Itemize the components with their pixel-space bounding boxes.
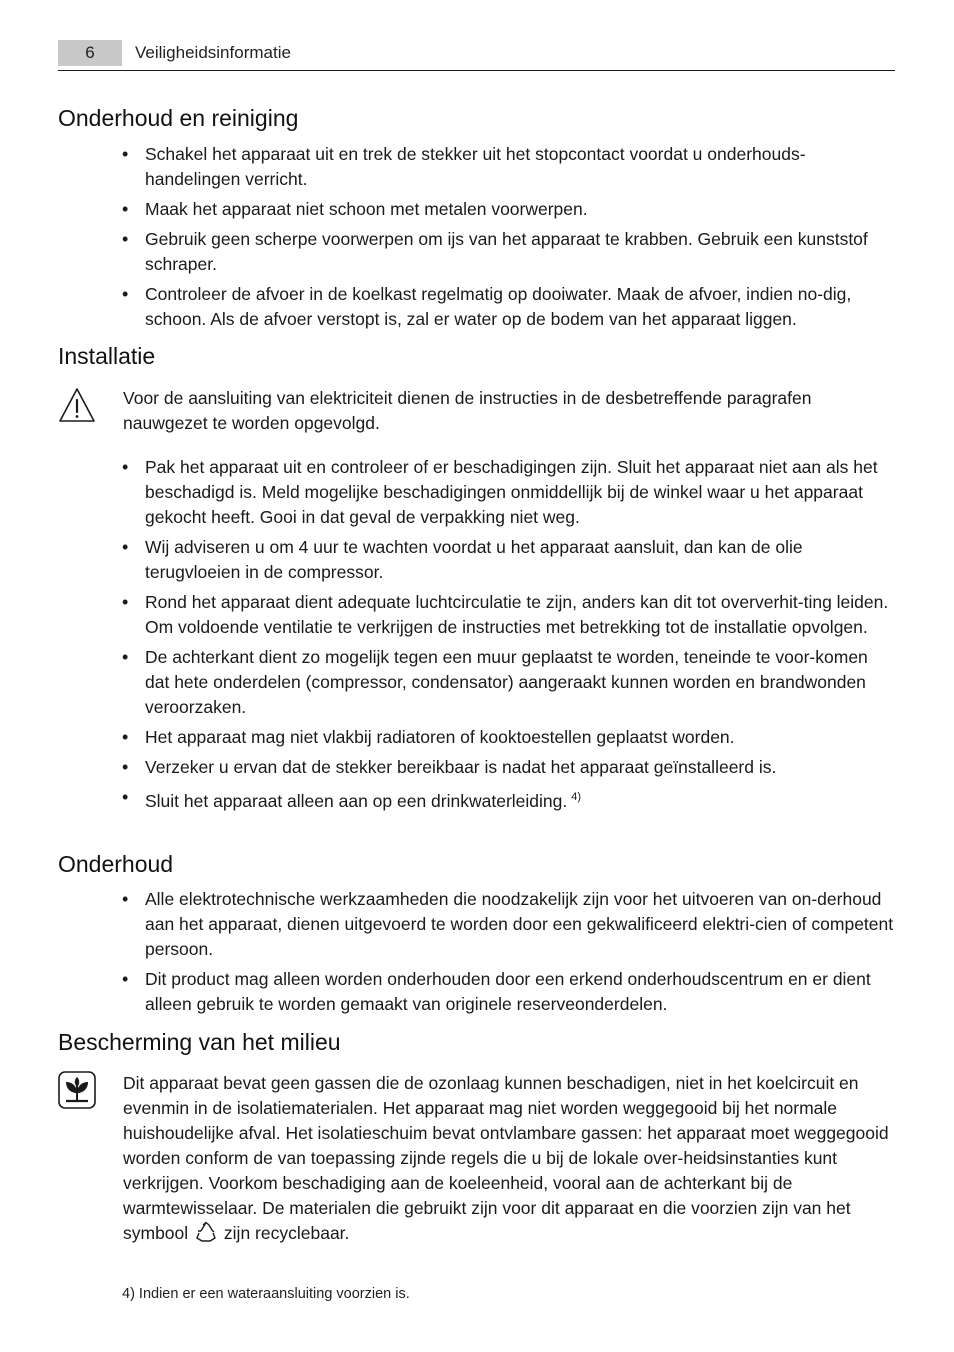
section-label: Veiligheidsinformatie bbox=[135, 43, 291, 62]
list-item bbox=[58, 455, 895, 530]
list-item bbox=[58, 282, 895, 332]
list-installation bbox=[58, 455, 895, 819]
list-item bbox=[58, 755, 895, 780]
bullet-icon: • bbox=[122, 969, 129, 989]
heading-maintenance: Onderhoud bbox=[58, 851, 174, 877]
page-number: 6 bbox=[58, 40, 122, 66]
bullet-icon: • bbox=[122, 647, 129, 667]
bullet-icon: • bbox=[122, 229, 129, 249]
heading-maintenance-cleaning: Onderhoud en reiniging bbox=[58, 105, 299, 131]
list-item bbox=[58, 197, 895, 222]
list-item-text: Wij adviseren u om 4 uur te wachten voordat u het apparaat aansluit, dan kan de olie terugvloeien in de compressor. bbox=[145, 537, 803, 582]
footnote: 4) Indien er een wateraansluiting voorzien is. bbox=[122, 1286, 410, 1302]
environment-text-end: zijn recyclebaar. bbox=[223, 1223, 350, 1243]
list-item bbox=[58, 785, 895, 814]
list-maintenance bbox=[58, 887, 895, 1022]
list-item-text: Rond het apparaat dient adequate luchtcirculatie te zijn, anders kan dit tot oververhit-ting leiden. Om voldoende ventilatie te verkrijgen de instructies met betrekking tot de installatie opvolgen. bbox=[145, 592, 889, 637]
bullet-icon: • bbox=[122, 757, 129, 777]
bullet-icon: • bbox=[122, 537, 129, 557]
environment-plant-icon bbox=[58, 1071, 96, 1109]
list-item bbox=[58, 887, 895, 962]
list-item-text: Controleer de afvoer in de koelkast regelmatig op dooiwater. Maak de afvoer, indien no-dig, schoon. Als de afvoer verstopt is, zal er water op de bodem van het apparaat liggen. bbox=[145, 284, 852, 329]
warning-triangle-icon bbox=[58, 386, 96, 424]
bullet-icon: • bbox=[122, 889, 129, 909]
heading-installation: Installatie bbox=[58, 343, 156, 369]
list-item bbox=[58, 967, 895, 1017]
list-item-text: Verzeker u ervan dat de stekker bereikbaar is nadat het apparaat geïnstalleerd is. bbox=[145, 757, 777, 777]
heading-environment: Bescherming van het milieu bbox=[58, 1029, 341, 1055]
bullet-icon: • bbox=[122, 284, 129, 304]
warning-note bbox=[58, 386, 895, 446]
list-item bbox=[58, 142, 895, 192]
list-item-text: Schakel het apparaat uit en trek de stekker uit het stopcontact voordat u onderhouds-handelingen verricht. bbox=[145, 144, 806, 189]
bullet-icon: • bbox=[122, 592, 129, 612]
page-header bbox=[58, 38, 895, 71]
bullet-icon: • bbox=[122, 144, 129, 164]
list-item-text: Alle elektrotechnische werkzaamheden die noodzakelijk zijn voor het uitvoeren van on-derhoud aan het apparaat, dienen uitgevoerd te worden door een gekwalificeerd elektri-cien of competent persoon. bbox=[145, 889, 894, 959]
list-item-text: Dit product mag alleen worden onderhouden door een erkend onderhoudscentrum en er dient alleen gebruik te worden gemaakt van originele reserveonderdelen. bbox=[145, 969, 871, 1014]
warning-text: Voor de aansluiting van elektriciteit dienen de instructies in de desbetreffende paragrafen nauwgezet te worden opgevolgd. bbox=[123, 388, 812, 433]
list-item bbox=[58, 535, 895, 585]
bullet-icon: • bbox=[122, 199, 129, 219]
list-item-text: Het apparaat mag niet vlakbij radiatoren of kooktoestellen geplaatst worden. bbox=[145, 727, 735, 747]
list-item bbox=[58, 227, 895, 277]
footnote-reference[interactable]: 4) bbox=[571, 791, 582, 803]
bullet-icon: • bbox=[122, 787, 129, 807]
list-item bbox=[58, 590, 895, 640]
environment-text-main: Dit apparaat bevat geen gassen die de ozonlaag kunnen beschadigen, niet in het koelcircuit en evenmin in de isolatiematerialen. Het apparaat mag niet worden weggegooid bij het normale huishoudelijke afval. Het isolatieschuim bevat ontvlambare gassen: het apparaat moet weggegooid worden conform de van toepassing zijnde regels die u bij de lokale over-heidsinstanties kunt verkrijgen. Voorkom beschadiging aan de koeleenheid, vooral aan de achterkant bij de warmtewisselaar. De materialen die gebruikt zijn voor dit apparaat en die voorzien zijn van het symbool bbox=[123, 1073, 889, 1243]
environment-note bbox=[58, 1071, 895, 1251]
bullet-icon: • bbox=[122, 457, 129, 477]
environment-text bbox=[123, 1071, 893, 1246]
list-item-text: Sluit het apparaat alleen aan op een drinkwaterleiding. bbox=[145, 790, 568, 811]
list-maintenance-cleaning bbox=[58, 142, 895, 337]
list-item-text: De achterkant dient zo mogelijk tegen een muur geplaatst te worden, teneinde te voor-komen dat hete onderdelen (compressor, condensator) aangeraakt kunnen worden en brandwonden veroorzaken. bbox=[145, 647, 868, 717]
list-item bbox=[58, 725, 895, 750]
list-item-text: Pak het apparaat uit en controleer of er beschadigingen zijn. Sluit het apparaat niet aan als het beschadigd is. Meld mogelijke beschadigingen onmiddellijk bij de winkel waar u het apparaat gekocht heeft. Gooi in dat geval de verpakking niet weg. bbox=[145, 457, 878, 527]
list-item-text: Gebruik geen scherpe voorwerpen om ijs van het apparaat te krabben. Gebruik een kunststof schraper. bbox=[145, 229, 868, 274]
list-item-text: Maak het apparaat niet schoon met metalen voorwerpen. bbox=[145, 199, 588, 219]
bullet-icon: • bbox=[122, 727, 129, 747]
list-item bbox=[58, 645, 895, 720]
recycle-icon bbox=[195, 1221, 217, 1243]
